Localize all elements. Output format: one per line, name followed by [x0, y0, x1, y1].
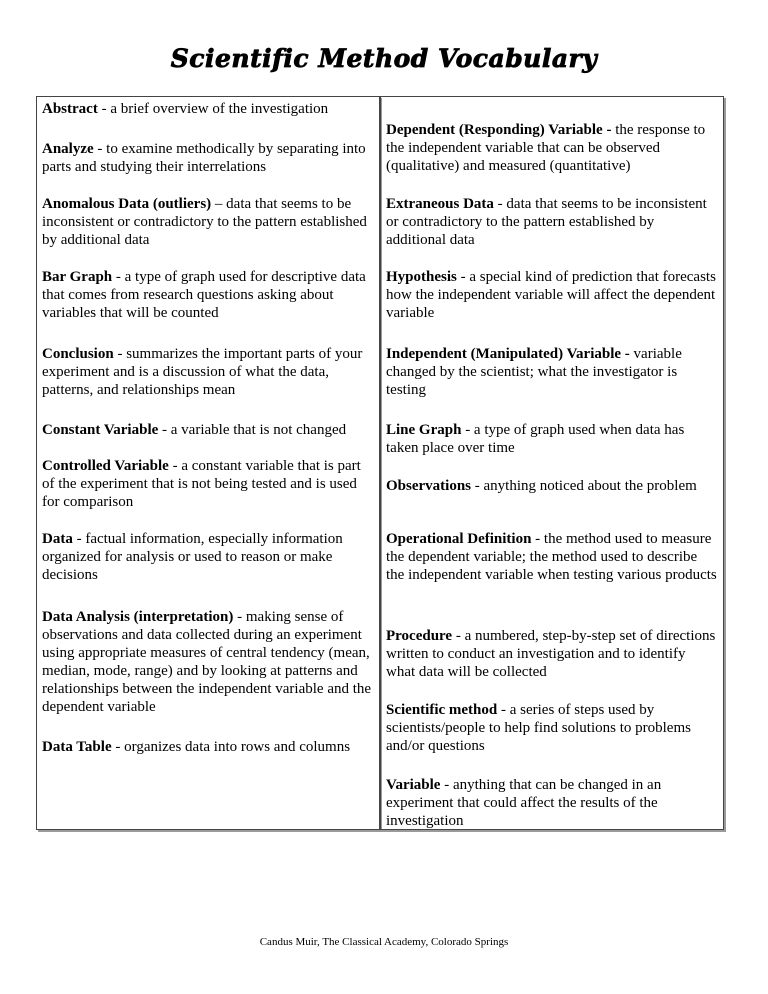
- vocab-definition: - a constant variable that is part of the experiment that is not being tested and is used for comparison: [42, 458, 361, 510]
- vocab-entry-extraneous-data: [386, 195, 717, 249]
- vocab-entry-data-table: [42, 738, 373, 756]
- vocab-entry-scientific-method: [386, 701, 717, 755]
- vocab-term: Data Table: [42, 739, 112, 755]
- vocab-entry-data: [42, 530, 373, 584]
- vocab-entry-anomalous-data: [42, 195, 373, 249]
- vocab-entry-constant-variable: [42, 421, 383, 439]
- vocab-definition: - the method used to measure the dependent variable; the method used to describe the independent variable when testing various products: [386, 531, 717, 583]
- vocab-definition: - anything that can be changed in an experiment that could affect the results of the investigation: [386, 777, 662, 829]
- vocab-entry-operational-definition: [386, 530, 717, 584]
- vocab-entry-independent-variable: [386, 345, 717, 399]
- vocab-entry-conclusion: [42, 345, 373, 399]
- vocab-term: Scientific method: [386, 702, 498, 718]
- vocab-definition: - a special kind of prediction that forecasts how the independent variable will affect the dependent variable: [386, 269, 716, 321]
- vocab-entry-controlled-variable: [42, 457, 373, 511]
- vocab-entry-line-graph: [386, 421, 717, 457]
- vocab-term: Abstract: [42, 101, 98, 117]
- vocab-term: Anomalous Data (outliers): [42, 196, 212, 212]
- vocab-definition: the response to the independent variable that can be observed (qualitative) and measured (quantitative): [386, 122, 706, 174]
- vocab-definition: - summarizes the important parts of your experiment and is a discussion of what the data, patterns, and relationships mean: [42, 346, 363, 398]
- vocab-term: Data Analysis (interpretation): [42, 609, 234, 625]
- vocab-entry-variable: [386, 776, 717, 830]
- vocab-term: Extraneous Data: [386, 196, 494, 212]
- vocab-definition: - a type of graph used when data has taken place over time: [386, 422, 685, 456]
- vocab-term: Constant Variable: [42, 422, 159, 438]
- footer-credit: Candus Muir, The Classical Academy, Colorado Springs: [259, 936, 509, 948]
- vocab-entry-hypothesis: [386, 268, 717, 322]
- vocab-definition: - data that seems to be inconsistent or contradictory to the pattern established by additional data: [386, 196, 707, 248]
- vocab-term: Bar Graph: [42, 269, 113, 285]
- left-vocabulary-column: [36, 96, 380, 830]
- vocab-term: Hypothesis: [386, 269, 457, 285]
- vocab-definition: - anything noticed about the problem: [471, 478, 697, 494]
- vocab-entry-procedure: [386, 627, 717, 681]
- vocab-entry-data-analysis: [42, 608, 373, 716]
- vocab-definition: – data that seems to be inconsistent or contradictory to the pattern established by additional data: [42, 196, 367, 248]
- right-vocabulary-column: [380, 96, 724, 830]
- vocab-term: Line Graph: [386, 422, 462, 438]
- vocab-definition: - a brief overview of the investigation: [97, 101, 329, 117]
- vocab-definition: - organizes data into rows and columns: [111, 739, 351, 755]
- vocab-term: Analyze: [42, 141, 94, 157]
- vocab-term: Controlled Variable: [42, 458, 169, 474]
- vocab-term: Dependent (Responding) Variable -: [386, 122, 612, 138]
- vocab-definition: variable changed by the scientist; what the investigator is testing: [386, 346, 682, 398]
- page-title: Scientific Method Vocabulary: [170, 44, 598, 73]
- vocab-term: Operational Definition: [386, 531, 532, 547]
- vocab-term: Variable: [386, 777, 441, 793]
- vocab-term: Data: [42, 531, 73, 547]
- vocab-definition: - making sense of observations and data collected during an experiment using appropriate measures of central tendency (mean, median, mode, range) and by looking at patterns and relationships between the independent variable and the dependent variable: [42, 609, 372, 715]
- vocab-definition: - a type of graph used for descriptive data that comes from research questions asking about variables that will be counted: [42, 269, 366, 321]
- vocab-definition: - a numbered, step-by-step set of directions written to conduct an investigation and to identify what data will be collected: [386, 628, 716, 680]
- vocab-entry-abstract: [42, 100, 373, 118]
- vocab-entry-bar-graph: [42, 268, 373, 322]
- vocab-term: Conclusion: [42, 346, 114, 362]
- vocab-definition: - a variable that is not changed: [158, 422, 347, 438]
- vocab-term: Independent (Manipulated) Variable -: [386, 346, 630, 362]
- vocab-entry-dependent-variable: [386, 121, 717, 175]
- vocab-term: Observations: [386, 478, 472, 494]
- vocab-definition: - factual information, especially information organized for analysis or used to reason or make decisions: [42, 531, 343, 583]
- vocab-entry-observations: [386, 477, 717, 495]
- vocab-entry-analyze: [42, 140, 373, 176]
- vocab-definition: - to examine methodically by separating into parts and studying their interrelations: [42, 141, 366, 175]
- vocab-term: Procedure: [386, 628, 453, 644]
- vocab-definition: - a series of steps used by scientists/people to help find solutions to problems and/or questions: [386, 702, 691, 754]
